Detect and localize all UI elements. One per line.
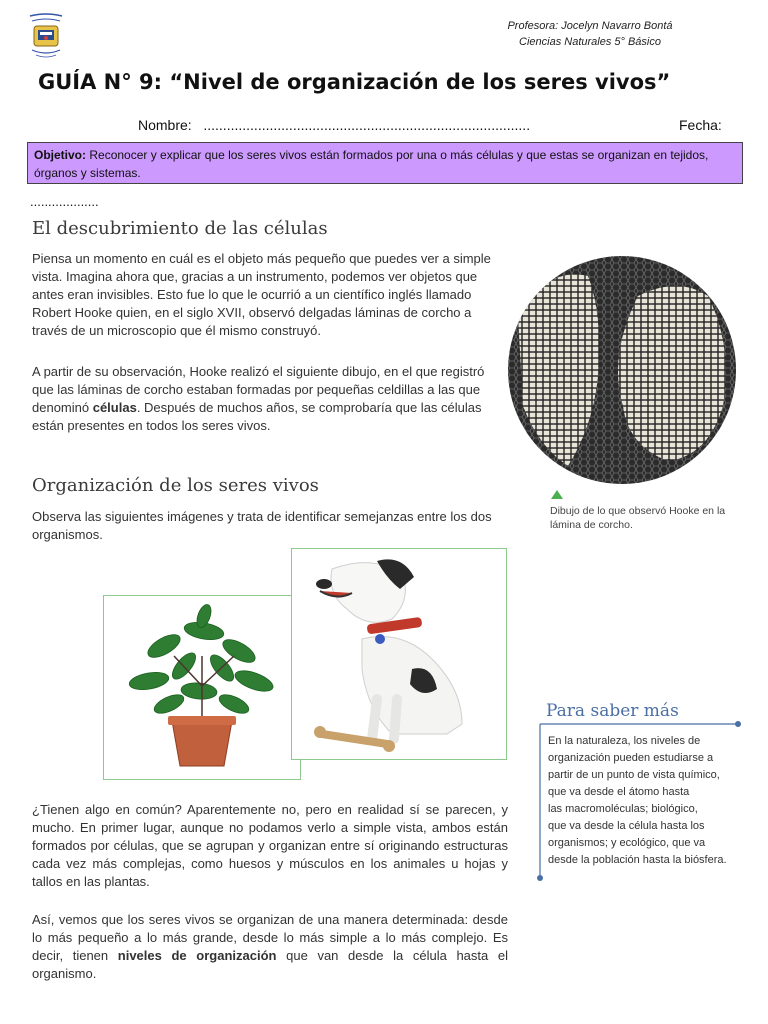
name-label: Nombre: (138, 117, 192, 133)
name-field[interactable] (138, 117, 530, 133)
sidebar-line: organismos; y ecológico, que va (548, 837, 706, 849)
sidebar-line: las macromoléculas; biológico, (548, 803, 698, 815)
dog-photo (291, 548, 507, 760)
sidebar-text (548, 733, 738, 869)
paragraph-levels-b: que van desde la célula hasta el organismo. (32, 948, 509, 981)
sidebar-line: desde la población hasta la biósfera. (548, 854, 727, 866)
sidebar-line: que va desde el átomo hasta (548, 786, 690, 798)
paragraph-levels (32, 911, 508, 983)
paragraph-levels-bold: niveles de organización (117, 948, 277, 963)
paragraph-discovery: Piensa un momento en cuál es el objeto más pequeño que puedes ver a simple vista. Imagina ahora que, gracias a un instrumento, podemos ver objetos que antes eran invisibles. Esto fue lo que le ocurrió a un científico inglés llamado Robert Hooke quien, en el siglo XVII, observó delgadas láminas de corcho a través de un microscopio que él mismo construyó. (32, 251, 491, 338)
plant-photo (103, 595, 301, 780)
page-title: GUÍA N° 9: “Nivel de organización de los seres vivos” (38, 70, 671, 94)
header-info (490, 18, 690, 50)
paragraph-common: ¿Tienen algo en común? Aparentemente no, pero en realidad sí se parecen, y mucho. En primer lugar, aunque no podamos verlo a simple vista, ambos están formados por células, que se agrupan y organizan entre sí originando estructuras cada vez más complejas, como huesos y músculos en los animales u hojas y tallos en las plantas. (32, 802, 508, 889)
sidebar-line: organización pueden estudiarse a (548, 752, 714, 764)
cork-caption: Dibujo de lo que observó Hooke en la lámina de corcho. (550, 505, 726, 531)
sidebar-title: Para saber más (546, 701, 679, 721)
paragraph-hooke-bold: células (92, 400, 137, 415)
paragraph-hooke-a: A partir de su observación, Hooke realizó el siguiente dibujo, en el que registró que las láminas de corcho estaban formadas por pequeñas celdillas a las que denominó (32, 364, 485, 415)
paragraph-hooke-b: . Después de muchos años, se comprobaría que las células están presentes en todos los seres vivos. (32, 400, 482, 433)
paragraph-hooke (32, 363, 508, 435)
objective-box (27, 142, 743, 184)
name-dots: .................................................................................... (203, 117, 531, 133)
school-crest-icon (26, 12, 66, 60)
teacher-name: Profesora: Jocelyn Navarro Bontá (507, 20, 673, 32)
date-label[interactable]: Fecha: (679, 117, 722, 133)
sidebar-line: que va desde la célula hasta los (548, 820, 705, 832)
cork-drawing-image (508, 256, 736, 484)
section-heading-organization: Organización de los seres vivos (32, 475, 319, 496)
section-heading-cells: El descubrimiento de las células (32, 218, 328, 239)
sidebar-line: partir de un punto de vista químico, (548, 769, 720, 781)
caption-arrow-icon (551, 490, 563, 499)
course-name: Ciencias Naturales 5° Básico (519, 36, 661, 48)
sidebar-line: En la naturaleza, los niveles de (548, 735, 701, 747)
objective-text: Reconocer y explicar que los seres vivos están formados por una o más células y que estas se organizan en tejidos, órganos y sistemas. (34, 148, 709, 180)
paragraph-observe: Observa las siguientes imágenes y trata de identificar semejanzas entre los dos organismos. (32, 509, 492, 542)
objective-label: Objetivo: (34, 148, 87, 162)
paragraph-levels-a: Así, vemos que los seres vivos se organizan de una manera determinada: desde lo más pequeño a lo más grande, desde lo más simple a lo más complejo. Es decir, tienen (32, 912, 508, 963)
trailing-dots: ................... (30, 194, 99, 209)
